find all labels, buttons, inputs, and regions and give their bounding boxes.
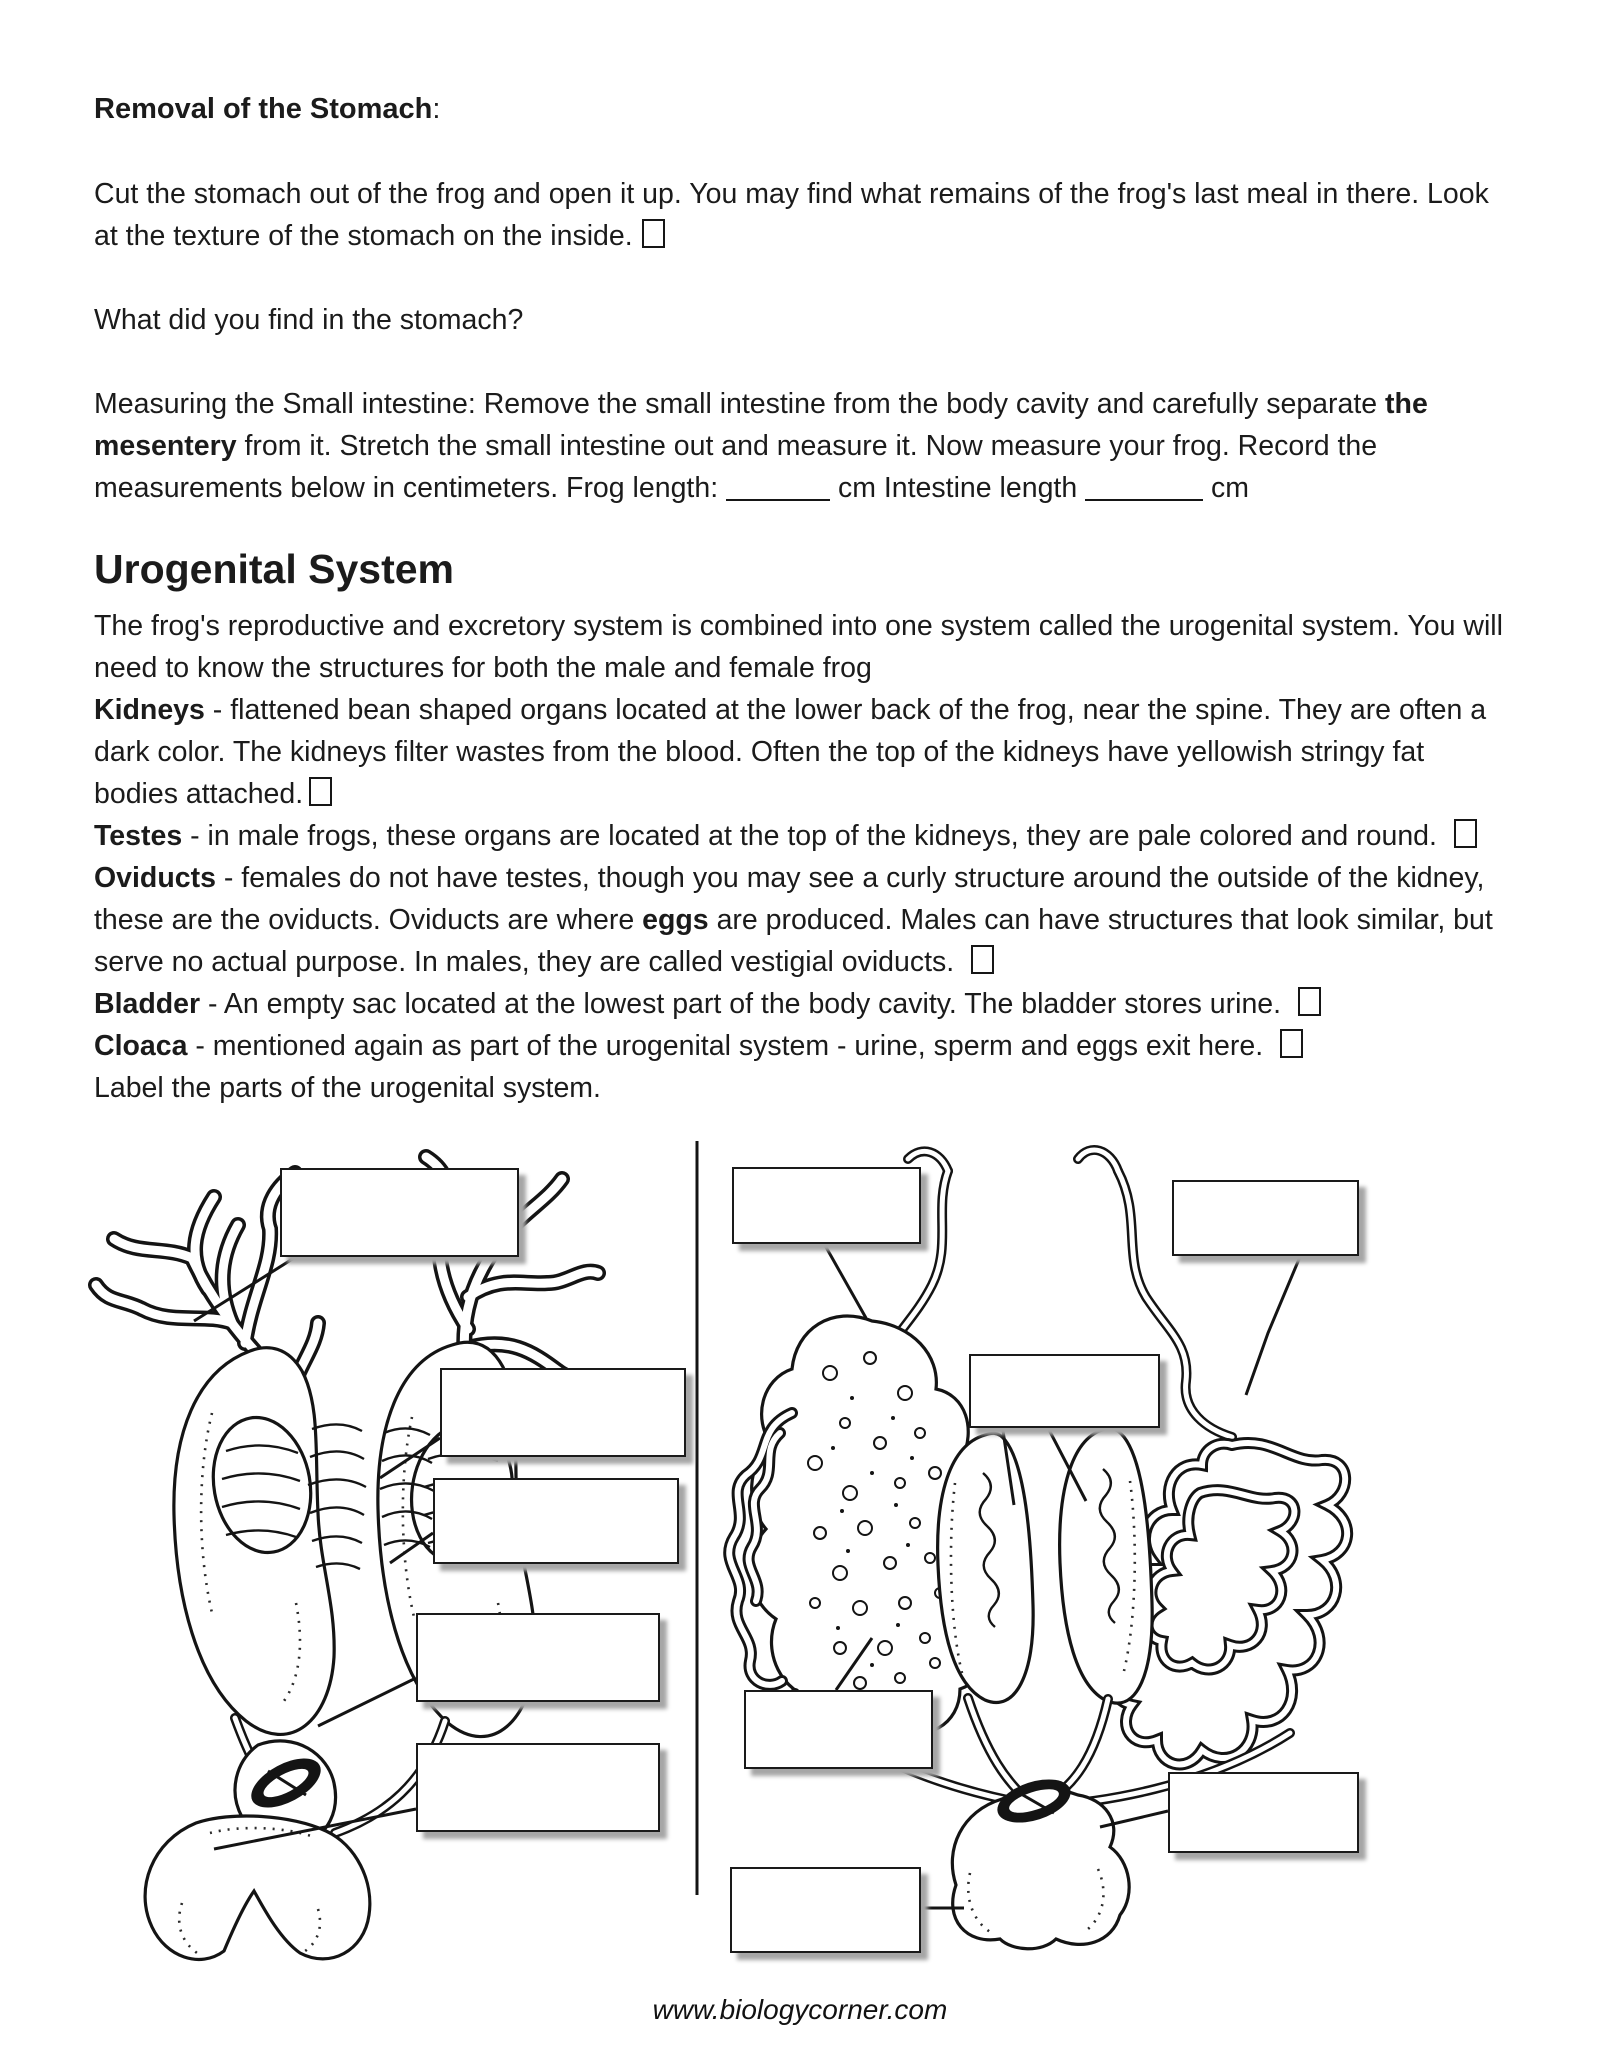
checkbox-icon[interactable] [642, 219, 665, 248]
label-box-male-4[interactable] [416, 1613, 660, 1702]
heading-removal-of-stomach: Removal of the Stomach: [94, 93, 441, 125]
checkbox-icon[interactable] [309, 777, 332, 806]
label-box-male-2[interactable] [440, 1368, 686, 1457]
label-box-male-5[interactable] [416, 1743, 660, 1832]
urogenital-illustration [0, 1133, 1600, 1963]
para-urogenital-intro: The frog's reproductive and excretory system is combined into one system called the urogenital system. You will need to know the structures for both the male and female frog [94, 610, 1503, 684]
para-intestine: Measuring the Small intestine: Remove the small intestine from the body cavity and carefully separate the mesentery from it. Stretch the small intestine out and measure it. Now measure your frog. Record the measurements below in centimeters. Frog length: cm Intestine length cm [94, 388, 1428, 504]
term-oviducts: Oviducts - females do not have testes, though you may see a curly structure around the outside of the kidney, these are the oviducts. Oviducts are where eggs are produced. Males can have structures that look similar, but serve no actual purpose. In males, they are called vestigial oviducts. [94, 862, 1493, 978]
checkbox-icon[interactable] [971, 945, 994, 974]
label-box-female-3[interactable] [969, 1354, 1160, 1428]
checkbox-icon[interactable] [1454, 819, 1477, 848]
term-cloaca-word: Cloaca [94, 1030, 188, 1062]
label-box-female-6[interactable] [730, 1867, 921, 1953]
checkbox-icon[interactable] [1280, 1029, 1303, 1058]
bold-mesentery: the mesentery [94, 388, 1428, 462]
term-kidneys-word: Kidneys [94, 694, 205, 726]
intestine-length-blank[interactable] [1085, 469, 1203, 501]
term-testes-word: Testes [94, 820, 183, 852]
term-testes: Testes - in male frogs, these organs are located at the top of the kidneys, they are pale colored and round. [94, 815, 1506, 857]
label-box-male-1[interactable] [280, 1168, 519, 1257]
checkbox-icon[interactable] [1298, 987, 1321, 1016]
question-stomach: What did you find in the stomach? [94, 304, 524, 336]
term-cloaca: Cloaca - mentioned again as part of the urogenital system - urine, sperm and eggs exit here. [94, 1025, 1506, 1067]
label-box-female-1[interactable] [732, 1167, 921, 1244]
female-kidneys-icon [938, 1428, 1153, 1703]
para-stomach: Cut the stomach out of the frog and open it up. You may find what remains of the frog's last meal in there. Look at the texture of the stomach on the inside. [94, 178, 1489, 252]
label-box-female-5[interactable] [1168, 1772, 1359, 1853]
footer-url: www.biologycorner.com [652, 1994, 948, 2025]
term-kidneys: Kidneys - flattened bean shaped organs located at the lower back of the frog, near the spine. They are often a dark color. The kidneys filter wastes from the blood. Often the top of the kidneys have yellowish stringy fat bodies attached. [94, 694, 1487, 810]
term-oviducts-word: Oviducts [94, 862, 216, 894]
bold-eggs: eggs [642, 904, 709, 936]
label-box-female-2[interactable] [1172, 1180, 1359, 1256]
term-bladder: Bladder - An empty sac located at the lowest part of the body cavity. The bladder stores urine. [94, 983, 1506, 1025]
term-bladder-word: Bladder [94, 988, 201, 1020]
heading-urogenital-system: Urogenital System [94, 546, 454, 592]
label-box-male-3[interactable] [433, 1478, 679, 1564]
urogenital-diagrams [0, 1133, 1600, 1963]
frog-length-blank[interactable] [726, 469, 830, 501]
label-box-female-4[interactable] [744, 1690, 933, 1769]
label-instruction: Label the parts of the urogenital system. [94, 1072, 601, 1104]
male-bladder-icon [145, 1816, 370, 1959]
heading-removal-bold: Removal of the Stomach [94, 93, 433, 125]
